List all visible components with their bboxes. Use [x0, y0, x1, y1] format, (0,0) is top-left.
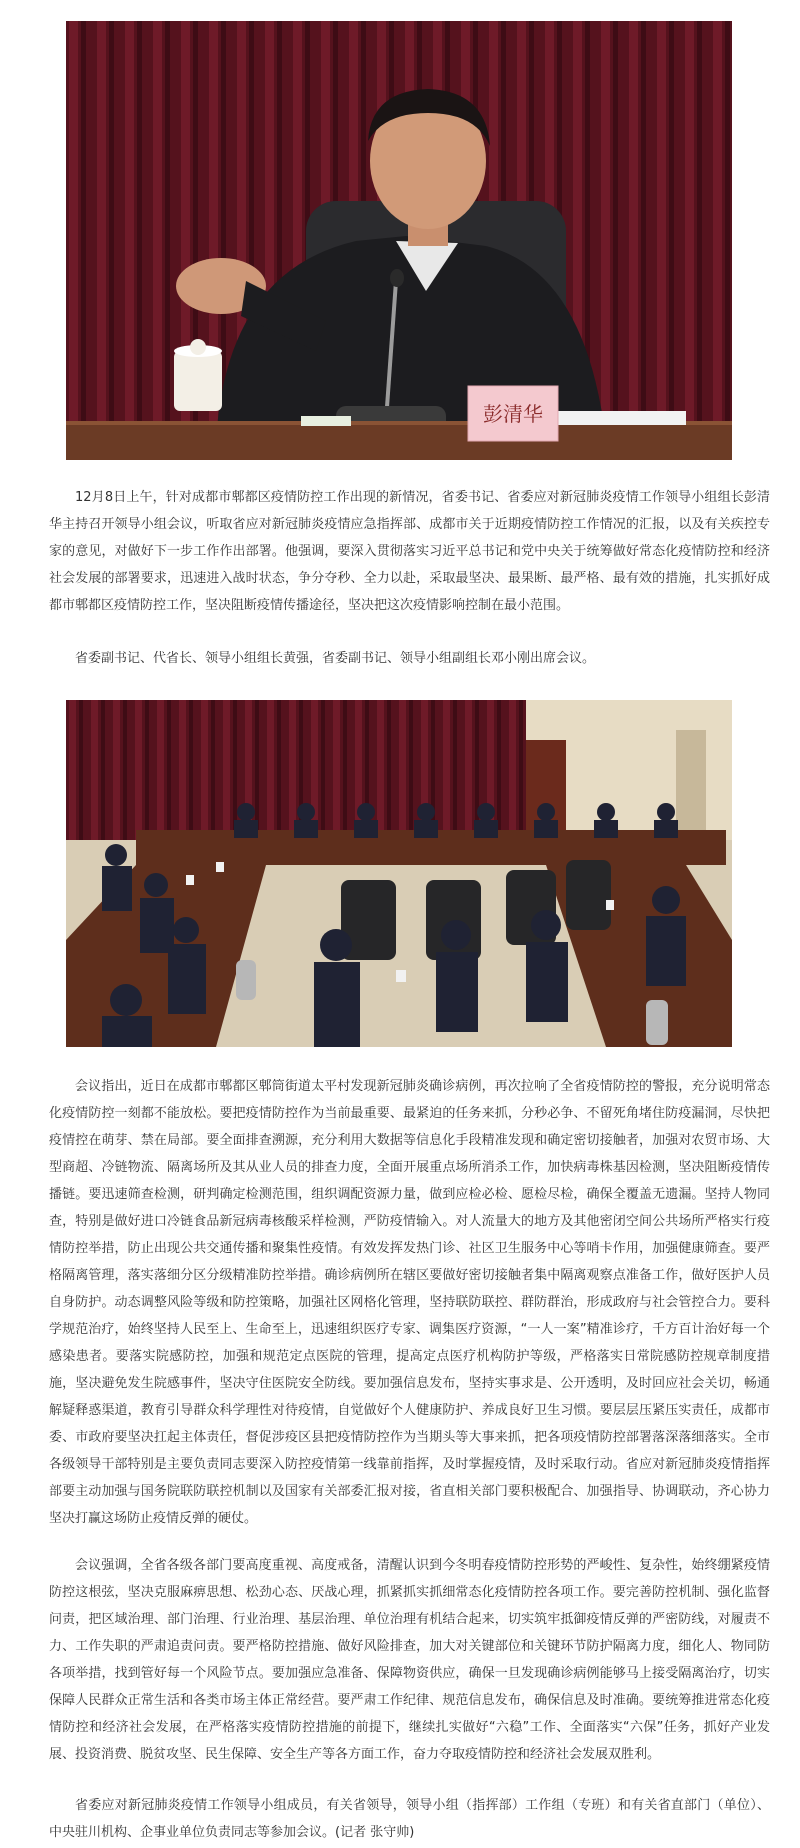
paragraph-intro: 12月8日上午，针对成都市郫都区疫情防控工作出现的新情况，省委书记、省委应对新冠肺炎疫情工作领导小组组长彭清华主持召开领导小组会议，听取省应对新冠肺炎疫情应急指挥部、成都市关于近期疫情防控工作情况的汇报，以及有关疾控专家的意见，对做好下一步工作作出部署。他强调，要深入贯彻落实习近平总书记和党中央关于统筹做好常态化疫情防控和经济社会发展的部署要求，迅速进入战时状态，争分夺秒、全力以赴，采取最坚决、最果断、最严格、最有效的措施，扎实抓好成都市郫都区疫情防控工作，坚决阻断疫情传播途径，坚决把这次疫情影响控制在最小范围。	[49, 490, 770, 613]
paragraph-participants: 省委应对新冠肺炎疫情工作领导小组成员，有关省领导，领导小组（指挥部）工作组（专班）和有关省直部门（单位）、中央驻川机构、企事业单位负责同志等参加会议。(记者 张守帅)	[49, 1798, 770, 1840]
person-speaking-photo-icon	[66, 21, 732, 460]
paragraph-meeting-emphasis: 会议强调，全省各级各部门要高度重视、高度戒备，清醒认识到今冬明春疫情防控形势的严峻性、复杂性，始终绷紧疫情防控这根弦，坚决克服麻痹思想、松劲心态、厌战心理，抓紧抓实抓细常态化疫情防控各项工作。要完善防控机制、强化监督问责，把区域治理、部门治理、行业治理、基层治理、单位治理有机结合起来，切实筑牢抵御疫情反弹的严密防线，对履责不力、工作失职的严肃追责问责。要严格防控措施、做好风险排查，加大对关键部位和关键环节防护隔离力度，细化人、物同防各项举措，找到管好每一个风险节点。要加强应急准备、保障物资供应，确保一旦发现确诊病例能够马上接受隔离治疗，切实保障人民群众正常生活和各类市场主体正常经营。要严肃工作纪律、规范信息发布，确保信息及时准确。要统筹推进常态化疫情防控和经济社会发展，在严格落实疫情防控措施的前提下，继续扎实做好“六稳”工作、全面落实“六保”任务，抓好产业发展、投资消费、脱贫攻坚、民生保障、安全生产等各方面工作，奋力夺取疫情防控和经济社会发展双胜利。	[49, 1558, 770, 1762]
meeting-room-photo-icon	[66, 700, 732, 1047]
paragraph-attendees: 省委副书记、代省长、领导小组组长黄强，省委副书记、领导小组副组长邓小刚出席会议。	[75, 651, 596, 666]
speaker-photo	[66, 21, 732, 460]
meeting-photo	[66, 700, 732, 1047]
paragraph-meeting-points: 会议指出，近日在成都市郫都区郫筒街道太平村发现新冠肺炎确诊病例，再次拉响了全省疫情防控的警报，充分说明常态化疫情防控一刻都不能放松。要把疫情防控作为当前最重要、最紧迫的任务来抓，分秒必争、不留死角堵住防疫漏洞，尽快把疫情控在萌芽、禁在局部。要全面排查溯源，充分利用大数据等信息化手段精准发现和确定密切接触者，加强对农贸市场、大型商超、冷链物流、隔离场所及其从业人员的排查力度，全面开展重点场所消杀工作，加快病毒株基因检测，坚决阻断疫情传播链。要迅速筛查检测，研判确定检测范围，组织调配资源力量，做到应检必检、愿检尽检，确保全覆盖无遗漏。坚持人物同查，特别是做好进口冷链食品新冠病毒核酸采样检测，严防疫情输入。对人流量大的地方及其他密闭空间公共场所严格实行疫情防控举措，防止出现公共交通传播和聚集性疫情。有效发挥发热门诊、社区卫生服务中心等哨卡作用，加强健康筛查。要严格隔离管理，落实落细分区分级精准防控举措。确诊病例所在辖区要做好密切接触者集中隔离观察点准备工作，做好医护人员自身防护。动态调整风险等级和防控策略，加强社区网格化管理，坚持联防联控、群防群治，形成政府与社会管控合力。要科学规范治疗，始终坚持人民至上、生命至上，迅速组织医疗专家、调集医疗资源，“一人一案”精准诊疗，千方百计治好每一个感染患者。要落实院感防控，加强和规范定点医院的管理，提高定点医疗机构防护等级，严格落实日常院感防控规章制度措施，坚决避免发生院感事件，坚决守住医院安全防线。要加强信息发布，坚持实事求是、公开透明，及时回应社会关切，畅通解疑释惑渠道，教育引导群众科学理性对待疫情，自觉做好个人健康防护、养成良好卫生习惯。要层层压紧压实责任，成都市委、市政府要坚决扛起主体责任，督促涉疫区县把疫情防控作为当期头等大事来抓，把各项疫情防控部署落深落细落实。全市各级领导干部特别是主要负责同志要深入防控疫情第一线靠前指挥，及时掌握疫情，及时采取行动。省应对新冠肺炎疫情指挥部要主动加强与国务院联防联控机制以及国家有关部委汇报对接，省直相关部门要积极配合、加强指导、协调联动，齐心协力坚决打赢这场防止疫情反弹的硬仗。	[49, 1079, 770, 1526]
nameplate-text: 彭清华	[483, 402, 543, 426]
